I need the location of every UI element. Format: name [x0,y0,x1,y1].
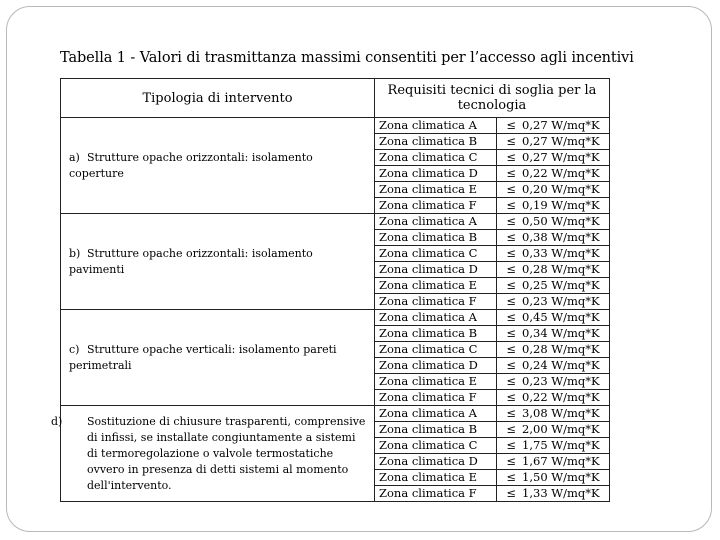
transmittance-value-cell [497,262,610,278]
less-equal-symbol: ≤ [506,342,517,356]
climate-zone-cell: Zona climatica C [375,342,497,358]
climate-zone-cell: Zona climatica B [375,230,497,246]
less-equal-symbol: ≤ [506,406,517,420]
transmittance-value: 0,25 W/mq*K [522,278,600,292]
climate-zone-cell: Zona climatica B [375,326,497,342]
less-equal-symbol: ≤ [506,230,517,244]
table-header-row [61,79,610,118]
transmittance-value-cell [497,406,610,422]
transmittance-value-cell [497,358,610,374]
climate-zone-cell: Zona climatica E [375,182,497,198]
transmittance-value-cell [497,438,610,454]
less-equal-symbol: ≤ [506,358,517,372]
transmittance-table [51,78,610,502]
transmittance-value-cell [497,294,610,310]
intervention-letter: d) [51,414,63,428]
less-equal-symbol: ≤ [506,262,517,276]
transmittance-value-cell [497,166,610,182]
transmittance-value: 0,33 W/mq*K [522,246,600,260]
climate-zone-cell: Zona climatica D [375,358,497,374]
transmittance-value: 0,27 W/mq*K [522,118,600,132]
transmittance-value: 0,34 W/mq*K [522,326,600,340]
intervention-description [61,310,375,406]
transmittance-value: 0,24 W/mq*K [522,358,600,372]
transmittance-value: 0,20 W/mq*K [522,182,600,196]
transmittance-value-cell [497,326,610,342]
transmittance-value-cell [497,214,610,230]
table-row [61,214,610,230]
transmittance-value-cell [497,470,610,486]
transmittance-value: 0,50 W/mq*K [522,214,600,228]
intervention-text: Strutture opache verticali: isolamento pareti perimetrali [69,342,337,372]
less-equal-symbol: ≤ [506,374,517,388]
transmittance-value: 0,28 W/mq*K [522,262,600,276]
transmittance-value-cell [497,486,610,502]
transmittance-value-cell [497,230,610,246]
less-equal-symbol: ≤ [506,310,517,324]
transmittance-value: 0,23 W/mq*K [522,374,600,388]
climate-zone-cell: Zona climatica E [375,278,497,294]
intervention-description [61,214,375,310]
table-row [61,310,610,326]
less-equal-symbol: ≤ [506,182,517,196]
transmittance-value: 1,67 W/mq*K [522,454,600,468]
less-equal-symbol: ≤ [506,422,517,436]
less-equal-symbol: ≤ [506,150,517,164]
less-equal-symbol: ≤ [506,214,517,228]
transmittance-value-cell [497,454,610,470]
intervention-text: Strutture opache orizzontali: isolamento coperture [69,150,313,180]
transmittance-value: 0,22 W/mq*K [522,166,600,180]
transmittance-value-cell [497,422,610,438]
less-equal-symbol: ≤ [506,278,517,292]
intervention-description [51,406,375,502]
transmittance-value: 0,45 W/mq*K [522,310,600,324]
less-equal-symbol: ≤ [506,470,517,484]
transmittance-value: 0,23 W/mq*K [522,294,600,308]
less-equal-symbol: ≤ [506,198,517,212]
intervention-letter: a) [69,150,80,164]
climate-zone-cell: Zona climatica A [375,214,497,230]
transmittance-value: 2,00 W/mq*K [522,422,600,436]
less-equal-symbol: ≤ [506,486,517,500]
climate-zone-cell: Zona climatica D [375,454,497,470]
intervention-description [61,118,375,214]
transmittance-value-cell [497,246,610,262]
climate-zone-cell: Zona climatica D [375,166,497,182]
climate-zone-cell: Zona climatica D [375,262,497,278]
transmittance-value: 3,08 W/mq*K [522,406,600,420]
transmittance-value-cell [497,198,610,214]
climate-zone-cell: Zona climatica F [375,486,497,502]
less-equal-symbol: ≤ [506,134,517,148]
table-body [51,118,610,502]
table-row [61,118,610,134]
header-requisiti: Requisiti tecnici di soglia per la tecnologia [375,79,610,118]
intervention-letter: b) [69,246,81,260]
climate-zone-cell: Zona climatica A [375,310,497,326]
transmittance-value-cell [497,134,610,150]
transmittance-value-cell [497,310,610,326]
transmittance-value: 0,19 W/mq*K [522,198,600,212]
transmittance-value-cell [497,150,610,166]
climate-zone-cell: Zona climatica A [375,118,497,134]
intervention-text: Sostituzione di chiusure trasparenti, comprensive di infissi, se installate congiuntamente a sistemi di termoregolazione o valvole termostatiche ovvero in presenza di detti sistemi al momento dell'intervento. [87,414,366,492]
climate-zone-cell: Zona climatica C [375,150,497,166]
climate-zone-cell: Zona climatica E [375,470,497,486]
climate-zone-cell: Zona climatica C [375,246,497,262]
intervention-letter: c) [69,342,80,356]
transmittance-value-cell [497,390,610,406]
transmittance-value-cell [497,278,610,294]
climate-zone-cell: Zona climatica E [375,374,497,390]
climate-zone-cell: Zona climatica F [375,390,497,406]
climate-zone-cell: Zona climatica A [375,406,497,422]
less-equal-symbol: ≤ [506,246,517,260]
transmittance-value: 0,28 W/mq*K [522,342,600,356]
intervention-text: Strutture opache orizzontali: isolamento pavimenti [69,246,313,276]
header-tipologia: Tipologia di intervento [61,79,375,118]
transmittance-value-cell [497,374,610,390]
less-equal-symbol: ≤ [506,326,517,340]
climate-zone-cell: Zona climatica C [375,438,497,454]
transmittance-value: 0,27 W/mq*K [522,134,600,148]
climate-zone-cell: Zona climatica B [375,422,497,438]
transmittance-value: 0,22 W/mq*K [522,390,600,404]
less-equal-symbol: ≤ [506,454,517,468]
less-equal-symbol: ≤ [506,438,517,452]
transmittance-value-cell [497,118,610,134]
climate-zone-cell: Zona climatica F [375,198,497,214]
transmittance-value: 1,50 W/mq*K [522,470,600,484]
less-equal-symbol: ≤ [506,166,517,180]
less-equal-symbol: ≤ [506,390,517,404]
table-row [61,406,610,422]
transmittance-value-cell [497,342,610,358]
transmittance-value: 0,38 W/mq*K [522,230,600,244]
climate-zone-cell: Zona climatica B [375,134,497,150]
climate-zone-cell: Zona climatica F [375,294,497,310]
transmittance-value-cell [497,182,610,198]
transmittance-value: 1,75 W/mq*K [522,438,600,452]
table-title: Tabella 1 - Valori di trasmittanza massimi consentiti per l’accesso agli incentivi [60,50,634,66]
less-equal-symbol: ≤ [506,294,517,308]
less-equal-symbol: ≤ [506,118,517,132]
transmittance-value: 1,33 W/mq*K [522,486,600,500]
transmittance-value: 0,27 W/mq*K [522,150,600,164]
